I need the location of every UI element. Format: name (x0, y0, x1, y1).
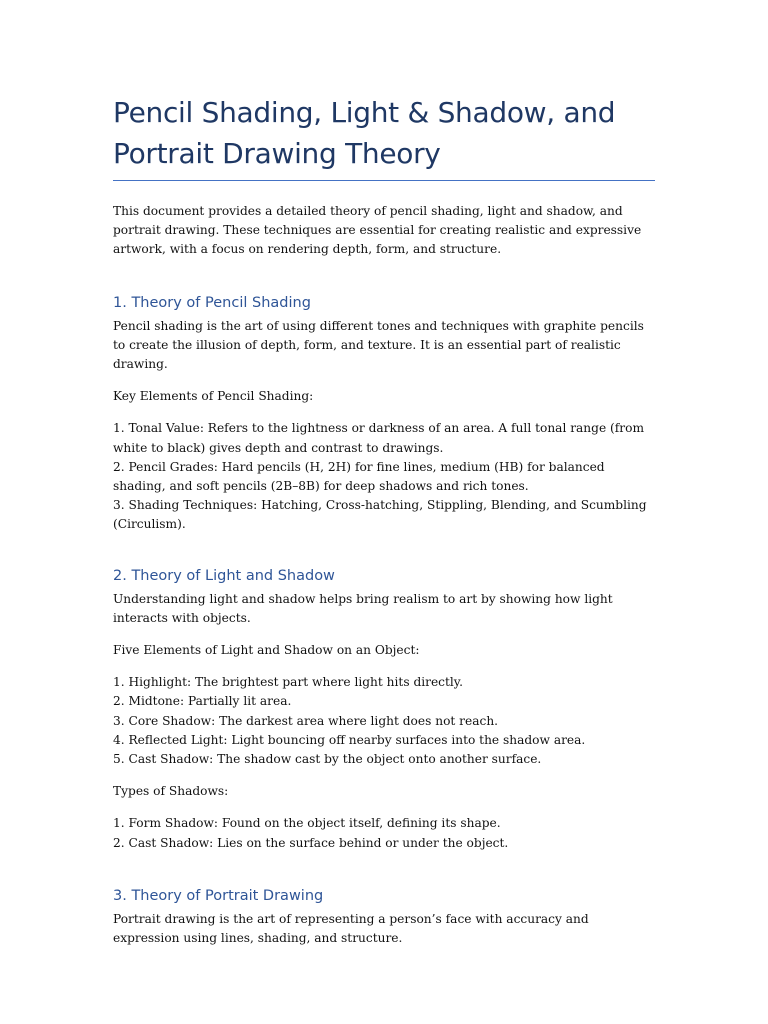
list-item: 1. Tonal Value: Refers to the lightness or darkness of an area. A full tonal range (from white to black) gives depth and contrast to drawings. (113, 421, 645, 455)
section-3-heading: 3. Theory of Portrait Drawing (113, 887, 324, 904)
section-2-heading: 2. Theory of Light and Shadow (113, 567, 335, 584)
list-item: 1. Form Shadow: Found on the object itself, defining its shape. (113, 816, 501, 831)
list-item: 2. Pencil Grades: Hard pencils (H, 2H) for fine lines, medium (HB) for balanced shading, and soft pencils (2B–8B) for deep shadows and rich tones. (113, 459, 605, 494)
title-underline (113, 180, 655, 181)
document-title (113, 92, 655, 174)
section-2-body: Understanding light and shadow helps bring realism to art by showing how light interacts with objects. (113, 591, 613, 625)
list-item: 5. Cast Shadow: The shadow cast by the object onto another surface. (113, 752, 542, 767)
section-2-list-title: Five Elements of Light and Shadow on an Object: (113, 643, 420, 658)
section-2-list2 (113, 814, 655, 852)
intro-paragraph: This document provides a detailed theory of pencil shading, light and shadow, and portrait drawing. These techniques are essential for creating realistic and expressive artwork, with a focus on rendering depth, form, and structure. (113, 204, 642, 257)
section-3-body: Portrait drawing is the art of representing a person’s face with accuracy and expression using lines, shading, and structure. (113, 911, 589, 946)
list-item: 3. Core Shadow: The darkest area where light does not reach. (113, 713, 499, 728)
section-2-list (113, 673, 655, 769)
list-item: 2. Midtone: Partially lit area. (113, 694, 292, 709)
section-1-list (113, 419, 655, 534)
list-item: 1. Highlight: The brightest part where light hits directly. (113, 675, 463, 690)
section-1-list-title: Key Elements of Pencil Shading: (113, 389, 314, 404)
list-item: 3. Shading Techniques: Hatching, Cross-hatching, Stippling, Blending, and Scumbling (Circulism). (113, 498, 647, 532)
document-page (113, 92, 655, 948)
document-title-line-2: Portrait Drawing Theory (113, 137, 441, 170)
list-item: 2. Cast Shadow: Lies on the surface behind or under the object. (113, 835, 509, 850)
section-1-heading: 1. Theory of Pencil Shading (113, 294, 311, 311)
section-1-body: Pencil shading is the art of using different tones and techniques with graphite pencils to create the illusion of depth, form, and texture. It is an essential part of realistic drawing. (113, 318, 644, 372)
list-item: 4. Reflected Light: Light bouncing off nearby surfaces into the shadow area. (113, 732, 586, 747)
section-2-list2-title: Types of Shadows: (113, 784, 229, 799)
document-title-line-1: Pencil Shading, Light & Shadow, and (113, 96, 616, 129)
